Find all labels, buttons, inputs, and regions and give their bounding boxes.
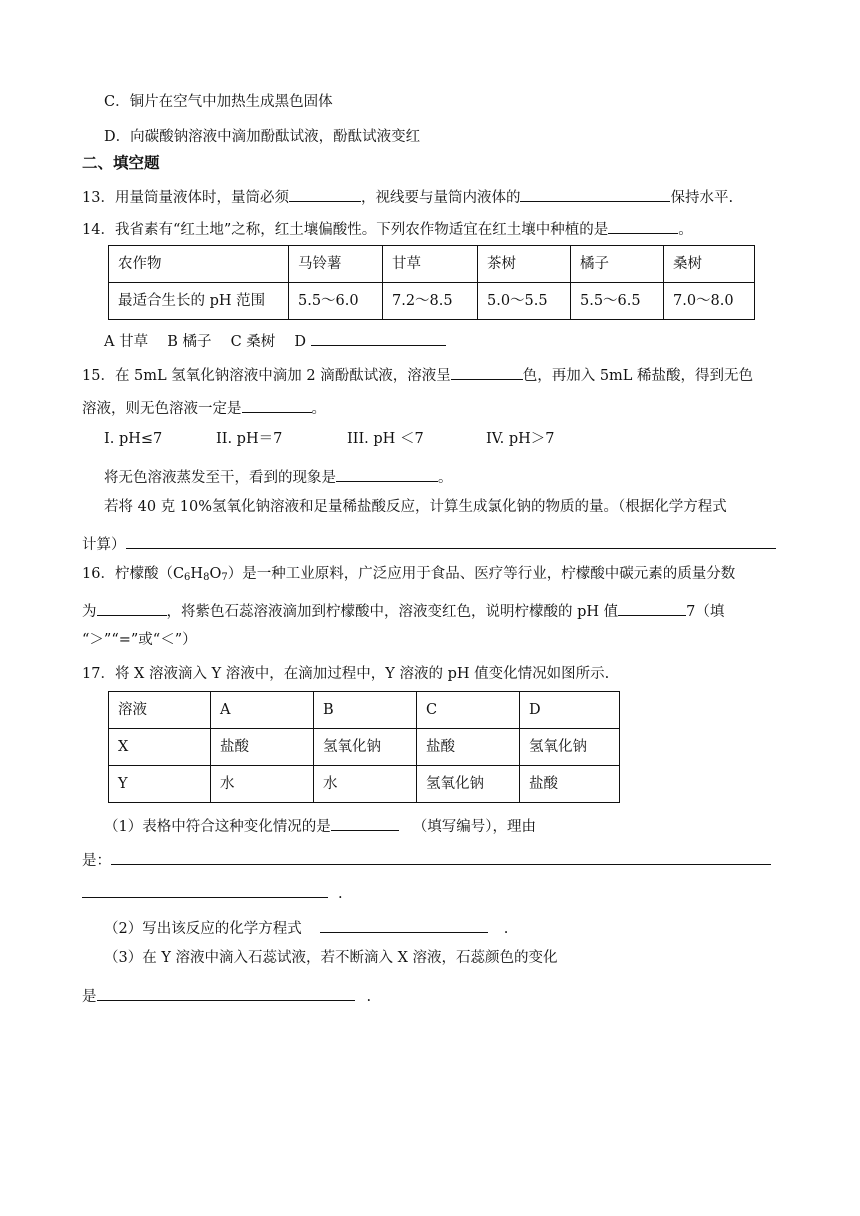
table-cell: 甘草 (383, 246, 478, 283)
table-cell: 氢氧化钠 (417, 766, 520, 803)
table-cell: 水 (211, 766, 314, 803)
q13-blank-1[interactable] (289, 186, 361, 202)
q15-option-2: II. pH＝7 (216, 431, 283, 447)
question-17: 17．将 X 溶液滴入 Y 溶液中，在滴加过程中，Y 溶液的 pH 值变化情况如图所示. (82, 666, 610, 682)
table-row (109, 246, 755, 283)
q17-s2-text: （2）写出该反应的化学方程式 (104, 921, 302, 937)
q16-blank-2[interactable] (618, 600, 686, 616)
q17-solution-table (108, 691, 620, 803)
table-cell: 5.5～6.5 (571, 283, 664, 320)
question-15-line-1 (82, 364, 753, 384)
q17-sub-1-line-2 (82, 849, 771, 869)
question-16-line-2 (82, 600, 724, 620)
q15-text-1a: 15．在 5mL 氢氧化钠溶液中滴加 2 滴酚酞试液，溶液呈 (82, 368, 451, 384)
question-16-line-3: “＞”“=”或“＜”） (82, 632, 197, 648)
section-title: 二、填空题 (82, 154, 160, 172)
table-cell: 桑树 (664, 246, 755, 283)
q16-text-1b: ）是一种工业原料，广泛应用于食品、医疗等行业，柠檬酸中碳元素的质量分数 (227, 566, 736, 582)
table-cell: 盐酸 (417, 729, 520, 766)
q14-ph-table (108, 245, 755, 320)
q15-option-3: III. pH ＜7 (347, 431, 424, 447)
table-cell: B (314, 692, 417, 729)
q16-text-2a: 为 (82, 604, 97, 620)
q13-blank-2[interactable] (520, 186, 670, 202)
table-cell: C (417, 692, 520, 729)
table-cell: 茶树 (478, 246, 571, 283)
q17-s3-dot: . (366, 989, 372, 1005)
q17-sub-1-line-1 (104, 815, 536, 835)
question-15-line-4 (104, 466, 453, 486)
question-13 (82, 186, 733, 206)
table-cell: X (109, 729, 211, 766)
table-cell: 橘子 (571, 246, 664, 283)
q13-text-b: ，视线要与量筒内液体的 (360, 190, 521, 206)
q15-answer-line[interactable] (126, 533, 776, 549)
q15-text-6: 计算） (82, 537, 126, 553)
q16-blank-1[interactable] (97, 600, 167, 616)
table-cell: Y (109, 766, 211, 803)
q17-s2-dot: . (503, 921, 509, 937)
q14-choices (104, 330, 446, 350)
q16-text-2b: ，将紫色石蕊溶液滴加到柠檬酸中，溶液变红色，说明柠檬酸的 pH 值 (166, 604, 619, 620)
table-cell: 7.0～8.0 (664, 283, 755, 320)
table-row (109, 283, 755, 320)
q15-option-4: IV. pH＞7 (486, 431, 555, 447)
q17-s1-reason-line[interactable] (111, 849, 771, 865)
q14-blank[interactable] (608, 218, 678, 234)
q17-s1-blank[interactable] (331, 815, 399, 831)
q17-sub-3-line-2 (82, 985, 371, 1005)
q17-s1-dot: . (338, 886, 343, 902)
table-cell: 水 (314, 766, 417, 803)
table-cell: 5.0～5.5 (478, 283, 571, 320)
q15-blank-1[interactable] (451, 364, 523, 380)
q17-s1-reason-line-2[interactable] (82, 882, 328, 898)
q16-o: O (209, 566, 222, 582)
question-15-line-2 (82, 397, 326, 417)
q17-s1-text-c: 是： (82, 853, 111, 869)
q15-text-2a: 溶液，则无色溶液一定是 (82, 401, 242, 417)
q15-text-2b: 。 (311, 401, 326, 417)
table-cell: 最适合生长的 pH 范围 (109, 283, 289, 320)
table-cell: 氢氧化钠 (314, 729, 417, 766)
q15-text-1b: 色，再加入 5mL 稀盐酸，得到无色 (522, 368, 754, 384)
q15-option-1: I. pH≤7 (104, 431, 163, 447)
q16-sub-2: 8 (203, 572, 210, 583)
table-cell: 马铃薯 (289, 246, 383, 283)
q17-s3-text-b: 是 (82, 989, 97, 1005)
table-cell: 溶液 (109, 692, 211, 729)
q17-sub-2 (104, 917, 508, 937)
q14-choice-d-blank[interactable] (311, 330, 446, 346)
table-cell: 盐酸 (520, 766, 620, 803)
table-cell: 5.5～6.0 (289, 283, 383, 320)
question-16-line-1 (82, 567, 735, 583)
table-cell: 农作物 (109, 246, 289, 283)
table-row (109, 766, 620, 803)
q17-sub-1-line-3 (82, 882, 343, 902)
table-cell: 氢氧化钠 (520, 729, 620, 766)
question-15-line-6 (82, 533, 776, 553)
question-14 (82, 218, 693, 238)
q17-sub-3-line-1: （3）在 Y 溶液中滴入石蕊试液，若不断滴入 X 溶液，石蕊颜色的变化 (104, 950, 558, 966)
q14-choices-text: A 甘草 B 橘子 C 桑树 D (104, 334, 311, 350)
table-cell: D (520, 692, 620, 729)
q13-text-c: 保持水平. (670, 190, 734, 206)
q15-blank-2[interactable] (242, 397, 312, 413)
q17-s1-text-b: （填写编号），理由 (412, 819, 536, 835)
table-row (109, 692, 620, 729)
option-c: C．铜片在空气中加热生成黑色固体 (104, 94, 333, 110)
option-d: D．向碳酸钠溶液中滴加酚酞试液，酚酞试液变红 (104, 129, 421, 145)
q15-text-4b: 。 (438, 470, 453, 486)
q17-s1-text-a: （1）表格中符合这种变化情况的是 (104, 819, 331, 835)
table-cell: 盐酸 (211, 729, 314, 766)
table-cell: 7.2～8.5 (383, 283, 478, 320)
q15-text-4a: 将无色溶液蒸发至干，看到的现象是 (104, 470, 336, 486)
table-row (109, 729, 620, 766)
q14-text: 14．我省素有“红土地”之称，红土壤偏酸性。下列农作物适宜在红土壤中种植的是 (82, 222, 609, 238)
q13-text-a: 13．用量筒量液体时，量筒必须 (82, 190, 289, 206)
question-15-line-5: 若将 40 克 10%氢氧化钠溶液和足量稀盐酸反应，计算生成氯化钠的物质的量。（根据化学方程式 (104, 499, 727, 515)
q17-s3-blank[interactable] (97, 985, 355, 1001)
q16-text-2c: 7（填 (686, 604, 725, 620)
q17-s2-equation-blank[interactable] (320, 917, 488, 933)
q16-sub-3: 7 (221, 572, 228, 583)
q16-text-1a: 16．柠檬酸（C (82, 566, 185, 582)
q16-h: H (190, 566, 204, 582)
q15-blank-3[interactable] (336, 466, 438, 482)
table-cell: A (211, 692, 314, 729)
q14-end: 。 (678, 222, 693, 238)
q16-sub-1: 6 (184, 572, 191, 583)
